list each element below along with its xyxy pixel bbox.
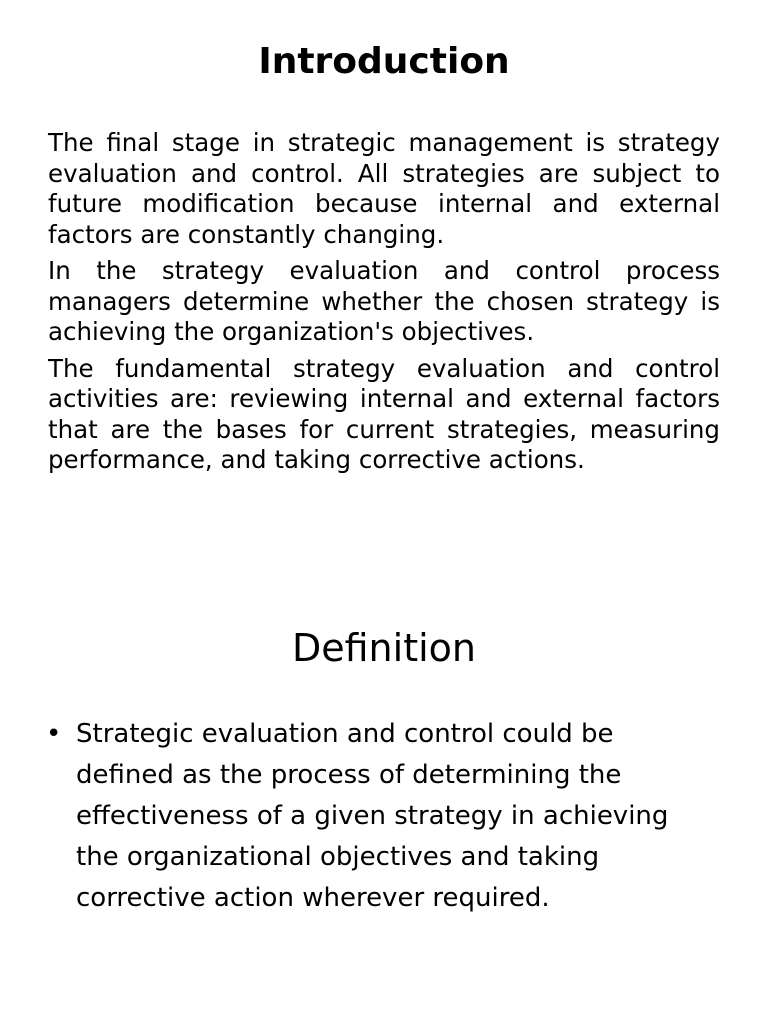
introduction-paragraph: In the strategy evaluation and control process managers determine whether the chosen strategy is achieving the organization's objectives. <box>48 256 720 346</box>
definition-bullet-item <box>46 714 716 919</box>
introduction-title: Introduction <box>258 41 510 82</box>
definition-slide <box>0 600 768 1024</box>
introduction-body <box>48 128 720 482</box>
introduction-paragraph: The final stage in strategic management is strategy evaluation and control. All strategies are subject to future modification because internal and external factors are constantly changing. <box>48 128 720 249</box>
introduction-paragraph: The fundamental strategy evaluation and control activities are: reviewing internal and external factors that are the bases for current strategies, measuring performance, and taking corrective actions. <box>48 353 720 474</box>
definition-title: Definition <box>291 626 476 670</box>
definition-bullet-list <box>46 714 716 919</box>
bullet-icon: • <box>46 719 62 749</box>
definition-bullet-text: Strategic evaluation and control could be defined as the process of determining the effectiveness of a given strategy in achieving the organizational objectives and taking corrective action wherever required. <box>76 719 669 913</box>
